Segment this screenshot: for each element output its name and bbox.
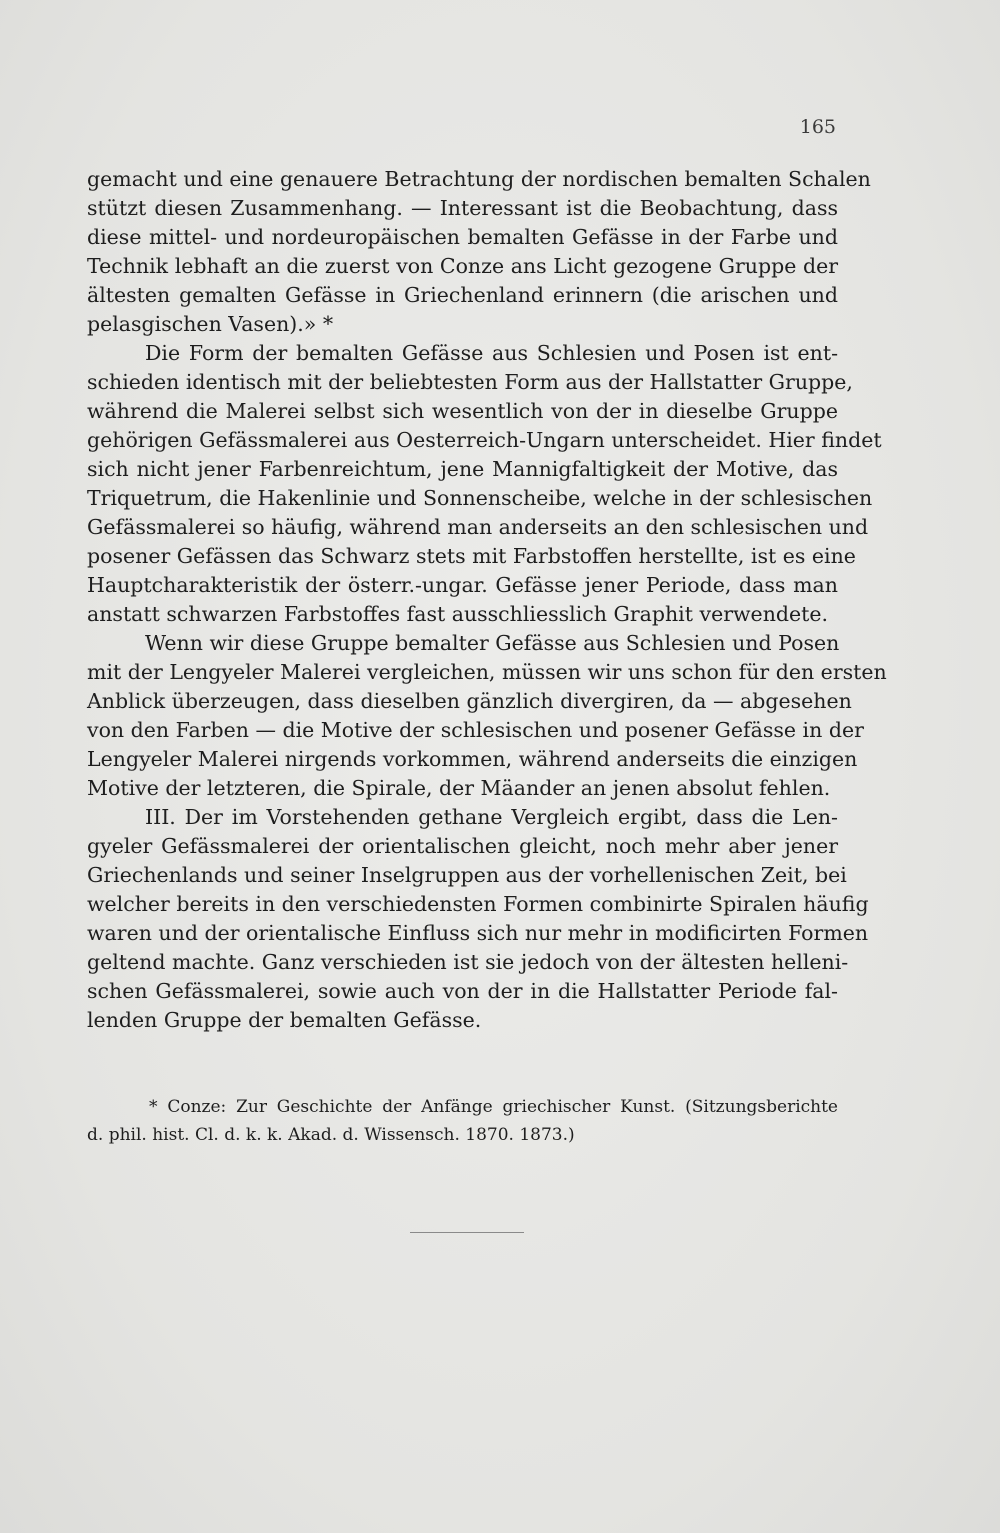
text-line: Hauptcharakteristik der österr.-ungar. Gefässe jener Periode, dass man — [87, 573, 838, 597]
text-line: Wenn wir diese Gruppe bemalter Gefässe aus Schlesien und Posen — [145, 631, 840, 655]
text-line: sich nicht jener Farbenreichtum, jene Mannigfaltigkeit der Motive, das — [87, 457, 838, 481]
text-line: Motive der letzteren, die Spirale, der Mäander an jenen absolut fehlen. — [87, 776, 831, 800]
text-line: lenden Gruppe der bemalten Gefässe. — [87, 1008, 482, 1032]
text-line: schieden identisch mit der beliebtesten Form aus der Hallstatter Gruppe, — [87, 370, 853, 394]
page-number: 165 — [799, 116, 836, 138]
text-line: gehörigen Gefässmalerei aus Oesterreich-Ungarn unterscheidet. Hier findet — [87, 428, 882, 452]
text-line: posener Gefässen das Schwarz stets mit Farbstoffen herstellte, ist es eine — [87, 544, 856, 568]
text-line: Triquetrum, die Hakenlinie und Sonnenscheibe, welche in der schlesischen — [87, 486, 873, 510]
text-line: geltend machte. Ganz verschieden ist sie jedoch von der ältesten helleni- — [87, 950, 849, 974]
text-line: während die Malerei selbst sich wesentlich von der in dieselbe Gruppe — [87, 399, 838, 423]
body-text — [87, 165, 887, 1035]
text-line: anstatt schwarzen Farbstoffes fast ausschliesslich Graphit verwendete. — [87, 602, 829, 626]
text-line: diese mittel- und nordeuropäischen bemalten Gefässe in der Farbe und — [87, 225, 838, 249]
text-line: pelasgischen Vasen).» * — [87, 312, 334, 336]
text-line: welcher bereits in den verschiedensten Formen combinirte Spiralen häufig — [87, 892, 869, 916]
text-line: von den Farben — die Motive der schlesischen und posener Gefässe in der — [87, 718, 864, 742]
separator-rule — [410, 1232, 524, 1233]
text-line: Griechenlands und seiner Inselgruppen aus der vorhellenischen Zeit, bei — [87, 863, 847, 887]
text-line: III. Der im Vorstehenden gethane Vergleich ergibt, dass die Len- — [145, 805, 838, 829]
text-line: mit der Lengyeler Malerei vergleichen, müssen wir uns schon für den ersten — [87, 660, 887, 684]
footnote-line: d. phil. hist. Cl. d. k. k. Akad. d. Wissensch. 1870. 1873.) — [87, 1125, 575, 1145]
text-line: waren und der orientalische Einfluss sich nur mehr in modificirten Formen — [87, 921, 869, 945]
text-line: Anblick überzeugen, dass dieselben gänzlich divergiren, da — abgesehen — [87, 689, 852, 713]
text-line: stützt diesen Zusammenhang. — Interessant ist die Beobachtung, dass — [87, 196, 838, 220]
text-line: schen Gefässmalerei, sowie auch von der in die Hallstatter Periode fal- — [87, 979, 838, 1003]
footnote-line: * Conze: Zur Geschichte der Anfänge griechischer Kunst. (Sitzungsberichte — [149, 1097, 838, 1117]
text-line: Die Form der bemalten Gefässe aus Schlesien und Posen ist ent- — [145, 341, 838, 365]
footnote — [87, 1093, 838, 1149]
text-line: ältesten gemalten Gefässe in Griechenland erinnern (die arischen und — [87, 283, 838, 307]
text-line: Lengyeler Malerei nirgends vorkommen, während anderseits die einzigen — [87, 747, 858, 771]
text-line: Gefässmalerei so häufig, während man anderseits an den schlesischen und — [87, 515, 869, 539]
text-line: gyeler Gefässmalerei der orientalischen gleicht, noch mehr aber jener — [87, 834, 838, 858]
text-line: gemacht und eine genauere Betrachtung der nordischen bemalten Schalen — [87, 167, 871, 191]
text-line: Technik lebhaft an die zuerst von Conze ans Licht gezogene Gruppe der — [87, 254, 838, 278]
